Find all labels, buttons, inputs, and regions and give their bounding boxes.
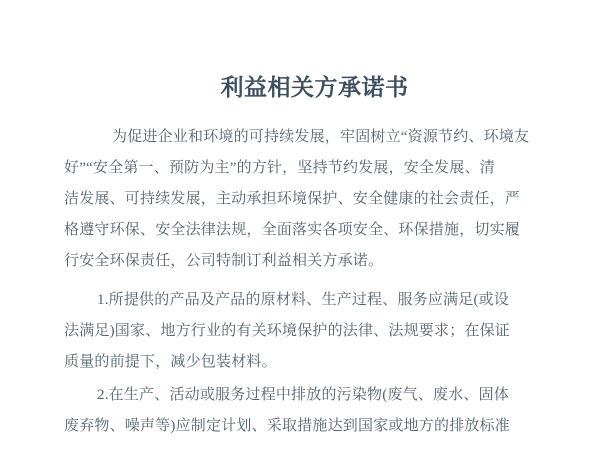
text-line: 格遵守环保、安全法律法规，全面落实各项安全、环保措施，切实履	[64, 222, 521, 238]
paragraph-item-2	[64, 380, 537, 442]
text-line: 废弃物、噪声等)应制定计划、采取措施达到国家或地方的排放标准	[64, 418, 510, 434]
paragraph-intro	[64, 122, 537, 277]
text-line: 行安全环保责任，公司特制订利益相关方承诺。	[64, 253, 384, 269]
text-line: 质量的前提下，减少包装材料。	[64, 354, 277, 370]
text-line: 为促进企业和环境的可持续发展，牢固树立“资源节约、环境友	[112, 129, 530, 145]
document-title: 利益相关方承诺书	[220, 74, 409, 100]
text-line: 1.所提供的产品及产品的原材料、生产过程、服务应满足(或设	[97, 292, 510, 308]
text-line: 好”“安全第一、预防为主”的方针，坚持节约发展，安全发展、清	[64, 160, 495, 176]
text-line: 2.在生产、活动或服务过程中排放的污染物(废气、废水、固体	[97, 387, 510, 403]
text-line: 洁发展、可持续发展，主动承担环境保护、安全健康的社会责任，严	[64, 191, 521, 207]
paragraph-item-1	[64, 285, 537, 378]
document-body	[64, 122, 537, 442]
text-line: 法满足)国家、地方行业的有关环境保护的法律、法规要求；在保证	[64, 323, 510, 339]
